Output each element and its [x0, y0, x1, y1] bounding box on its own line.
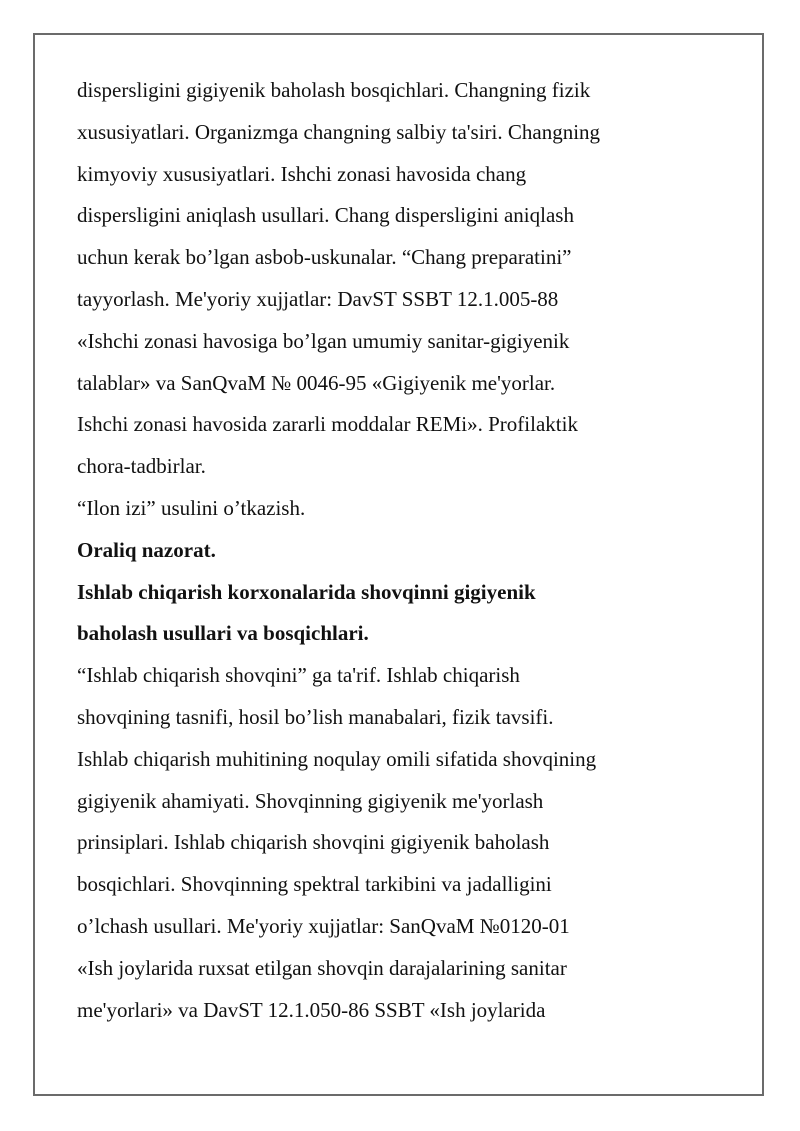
text-line: “Ishlab chiqarish shovqini” ga ta'rif. Ishlab chiqarish	[77, 663, 520, 688]
section-heading: Oraliq nazorat.	[77, 537, 216, 562]
text-line: Ishchi zonasi havosida zararli moddalar REMi». Profilaktik	[77, 412, 578, 437]
text-line: prinsiplari. Ishlab chiqarish shovqini gigiyenik baholash	[77, 830, 550, 855]
text-line: “Ilon izi” usulini o’tkazish.	[77, 495, 306, 520]
text-line: «Ishchi zonasi havosiga bo’lgan umumiy sanitar-gigiyenik	[77, 328, 570, 353]
section-heading: baholash usullari va bosqichlari.	[77, 621, 369, 646]
text-line: o’lchash usullari. Me'yoriy xujjatlar: SanQvaM №0120-01	[77, 913, 570, 938]
text-line: xususiyatlari. Organizmga changning salbiy ta'siri. Changning	[77, 119, 601, 144]
text-line: uchun kerak bo’lgan asbob-uskunalar. “Chang preparatini”	[77, 245, 572, 270]
text-line: Ishlab chiqarish muhitining noqulay omili sifatida shovqining	[77, 746, 597, 771]
text-line: dispersligini aniqlash usullari. Chang dispersligini aniqlash	[77, 203, 574, 228]
text-line: me'yorlari» va DavST 12.1.050-86 SSBT «Ish joylarida	[77, 997, 546, 1022]
section-heading: Ishlab chiqarish korxonalarida shovqinni gigiyenik	[77, 579, 536, 604]
text-line: «Ish joylarida ruxsat etilgan shovqin darajalarining sanitar	[77, 955, 567, 980]
text-line: kimyoviy xususiyatlari. Ishchi zonasi havosida chang	[77, 161, 527, 186]
document-body	[77, 70, 737, 1031]
text-line: dispersligini gigiyenik baholash bosqichlari. Changning fizik	[77, 78, 591, 102]
text-line: talablar» va SanQvaM № 0046-95 «Gigiyenik me'yorlar.	[77, 370, 556, 395]
text-line: gigiyenik ahamiyati. Shovqinning gigiyenik me'yorlash	[77, 788, 544, 813]
text-line: shovqining tasnifi, hosil bo’lish manabalari, fizik tavsifi.	[77, 704, 554, 729]
text-line: chora-tadbirlar.	[77, 454, 206, 479]
text-line: tayyorlash. Me'yoriy xujjatlar: DavST SSBT 12.1.005-88	[77, 286, 559, 311]
text-line: bosqichlari. Shovqinning spektral tarkibini va jadalligini	[77, 872, 552, 897]
